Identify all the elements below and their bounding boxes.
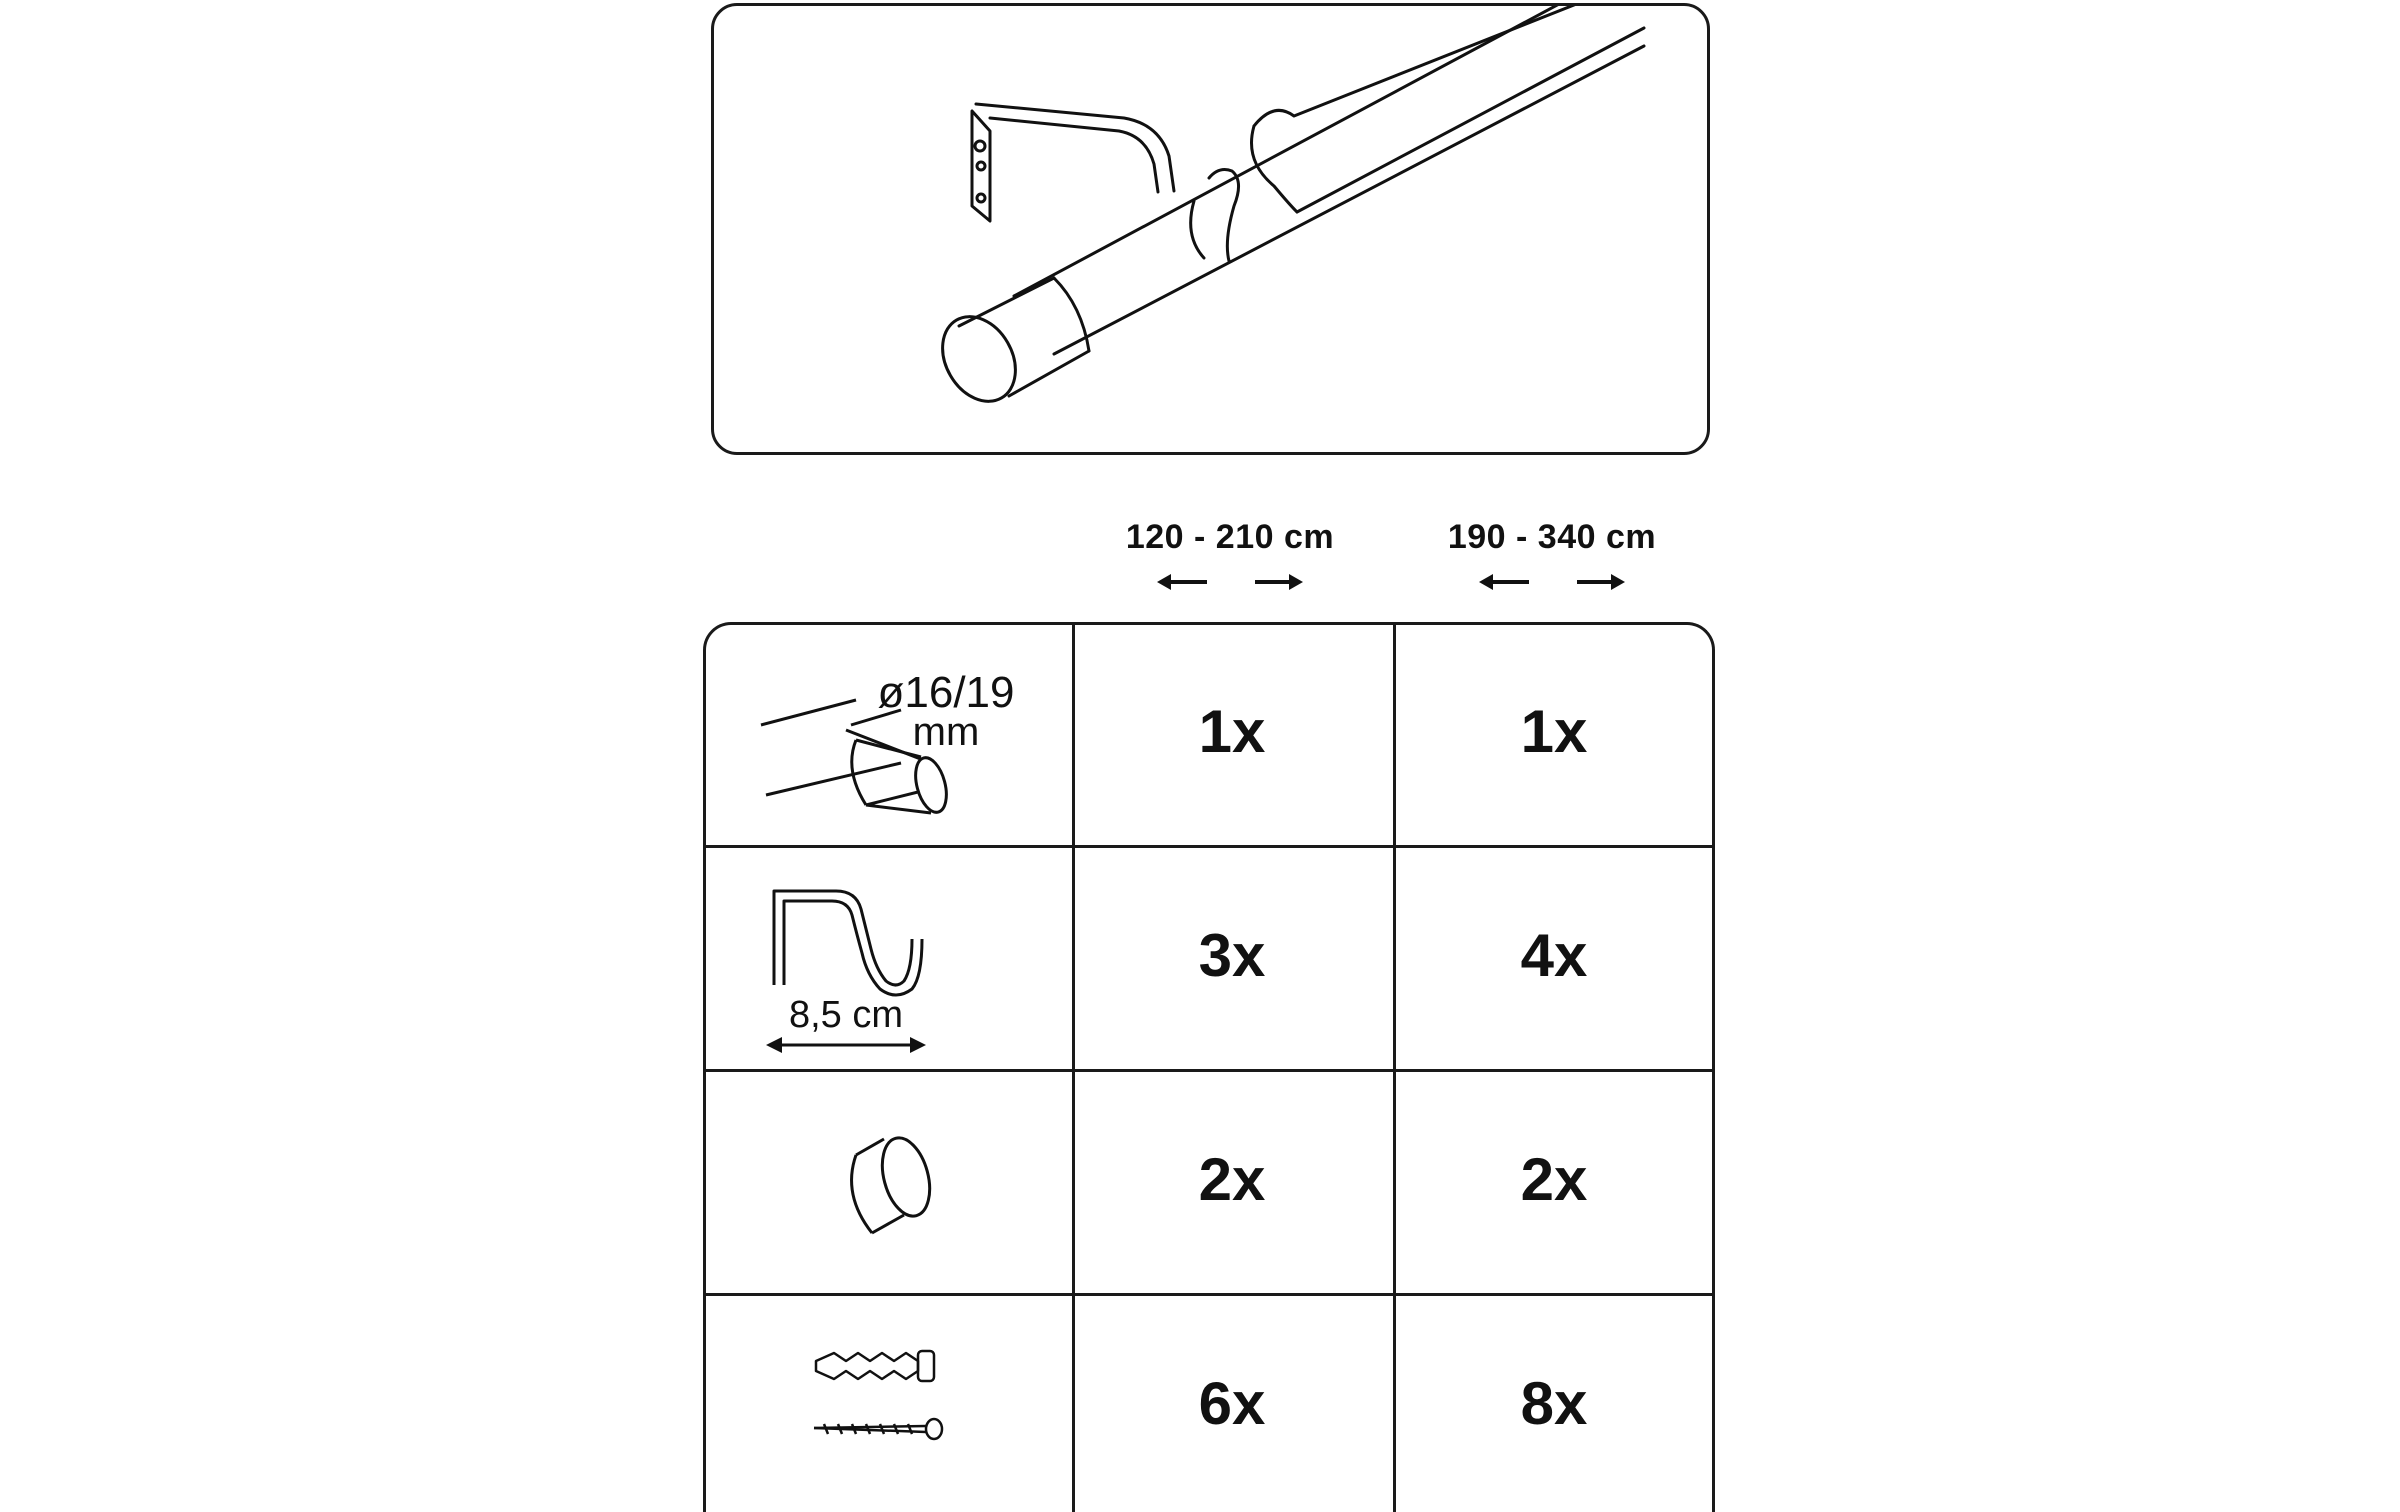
extend-arrows-short-icon (1155, 570, 1305, 594)
rod-diameter-label: ø16/19 (877, 668, 1015, 717)
range-label-long: 190 - 340 cm (1447, 518, 1657, 556)
qty-rod-long: 1x (1520, 698, 1588, 765)
end-cap-icon (806, 1095, 1006, 1275)
wall-plug-screw-icon (806, 1331, 1006, 1481)
row-divider (706, 1293, 1715, 1296)
row-divider (706, 845, 1715, 848)
telescopic-rod-icon (726, 645, 1066, 835)
qty-endcap-long: 2x (1520, 1146, 1588, 1213)
qty-fixings-short: 6x (1198, 1370, 1266, 1437)
rod-unit-label: mm (912, 710, 980, 754)
range-label-short: 120 - 210 cm (1125, 518, 1335, 556)
curtain-rod-assembly-illustration (714, 6, 1713, 458)
parts-table (703, 622, 1715, 1512)
extend-arrows-long-icon (1477, 570, 1627, 594)
qty-rod-short: 1x (1198, 698, 1266, 765)
row-divider (706, 1069, 1715, 1072)
bracket-icon (726, 869, 1066, 1059)
qty-endcap-short: 2x (1198, 1146, 1266, 1213)
hero-illustration-panel (711, 3, 1710, 455)
bracket-width-label: 8,5 cm (788, 994, 904, 1036)
qty-bracket-short: 3x (1198, 922, 1266, 989)
qty-fixings-long: 8x (1520, 1370, 1588, 1437)
qty-bracket-long: 4x (1520, 922, 1588, 989)
